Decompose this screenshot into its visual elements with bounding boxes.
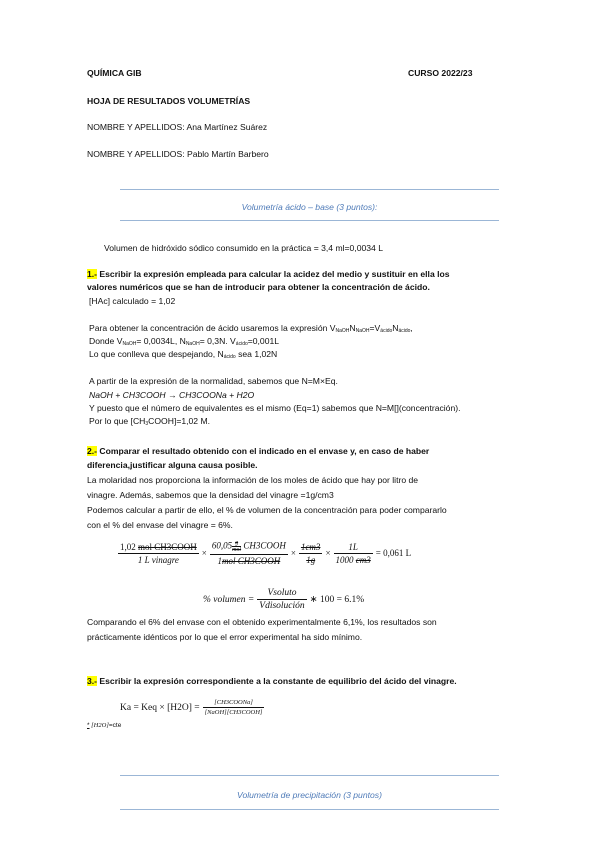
fraction-volume-ratio: $\frac{\text{Vsoluto}}{\text{Vdisolución}}$ [259, 588, 305, 611]
document-title: HOJA DE RESULTADOS VOLUMETRÍAS [87, 96, 251, 106]
question-2-statement: 2.- Comparar el resultado obtenido con el indicado en el envase y, en caso de haber [87, 446, 430, 456]
fraction-volume: $\frac{1L}{1000 cm3}$ [335, 541, 371, 565]
conversion-equation: $\frac{\text{1,02 mol CH3COOH}}{\text{1 L vinagre}}$ × 60,05 $\frac{g}{\text{mol}}$ CH3COOH 1mol CH3COOH × $\frac{1cm3}{1g}$ × $\frac{1L}{1000 cm3}$ = 0,061 L [120, 540, 412, 566]
fraction-molarity: $\frac{\text{1,02 mol CH3COOH}}{\text{1 L vinagre}}$ [120, 541, 197, 565]
section2-divider-bottom [120, 809, 499, 810]
q2-line-4: con el % del envase del vinagre = 6%. [87, 520, 233, 530]
q2-line-2: vinagre. Además, sabemos que la densidad del vinagre =1g/cm3 [87, 490, 334, 500]
q2-conclusion-1: Comparando el 6% del envase con el obtenido experimentalmente 6,1%, los resultados son [87, 617, 437, 627]
question-2-number: 2.- [87, 446, 98, 456]
fraction-density: $\frac{1cm3}{1g}$ [300, 541, 321, 565]
question-1-number: 1.- [87, 269, 98, 279]
q1-paragraph-3: Lo que conlleva que despejando, $N_{ácido}$ sea 1,02N [89, 349, 278, 360]
question-3-statement: 3.- Escribir la expresión correspondiente a la constante de equilibrio del ácido del vinagre. [87, 676, 457, 686]
section-title-precipitation: Volumetría de precipitación (3 puntos) [237, 790, 382, 800]
q1-normality: A partir de la expresión de la normalidad, sabemos que N=M×Eq. [89, 376, 338, 386]
fraction-equilibrium: $\frac{\text{[CH3COONa]}}{\text{[NaOH][CH3COOH]}}$ [204, 699, 263, 716]
section-divider-bottom [120, 220, 499, 221]
q1-reaction: NaOH + CH3COOH → CH3COONa + H2O [89, 390, 255, 400]
volume-line: Volumen de hidróxido sódico consumido en la práctica = 3,4 ml=0,0034 L [104, 243, 383, 253]
question-1-statement-cont: valores numéricos que se han de introducir para obtener la concentración de ácido. [87, 282, 430, 292]
course-year: CURSO 2022/23 [408, 68, 473, 78]
student-name-1: NOMBRE Y APELLIDOS: Ana Martínez Suárez [87, 122, 268, 132]
question-1-statement: 1.- Escribir la expresión empleada para calcular la acidez del medio y sustituir en ella los [87, 269, 450, 279]
equilibrium-note: * [H2O]=cte [87, 722, 122, 729]
question-2-statement-cont: diferencia,justificar alguna causa posible. [87, 460, 258, 470]
q1-result: Por lo que $[CH_3COOH]=1,02$ M. [89, 416, 211, 427]
student-name-2: NOMBRE Y APELLIDOS: Pablo Martín Barbero [87, 149, 269, 159]
q1-paragraph-1: Para obtener la concentración de ácido usaremos la expresión $V_{NaOH}N_{NaOH}=V_{ácido}N_{ácido}$, [89, 323, 413, 334]
question-3-number: 3.- [87, 676, 98, 686]
q2-line-3: Podemos calcular a partir de ello, el % de volumen de la concentración para poder compararlo [87, 505, 447, 515]
section-title-acid-base: Volumetría ácido – base (3 puntos): [241, 202, 378, 212]
fraction-molar-mass: 60,05 $\frac{g}{\text{mol}}$ CH3COOH 1mol CH3COOH [211, 540, 286, 566]
section2-divider-top [120, 775, 499, 776]
equilibrium-equation: Ka = Keq × [H2O] = $\frac{\text{[CH3COONa]}}{\text{[NaOH][CH3COOH]}}$ [120, 699, 263, 716]
hac-calculated: [HAc] calculado = 1,02 [89, 296, 176, 306]
q1-paragraph-2: Donde $V_{NaOH}= 0,0034L$, $N_{NaOH}= 0,3N$. $V_{ácido}=0,001L$ [89, 336, 280, 347]
q2-line-1: La molaridad nos proporciona la información de los moles de ácido que hay por litro de [87, 475, 419, 485]
q1-equivalents: Y puesto que el número de equivalentes es el mismo (Eq=1) sabemos que N=M[](concentración). [89, 403, 461, 413]
q2-conclusion-2: prácticamente idénticos por lo que el error experimental ha sido mínimo. [87, 632, 363, 642]
section-divider-top [120, 189, 499, 190]
percent-volume-equation: % volumen = $\frac{\text{Vsoluto}}{\text{Vdisolución}}$ ∗ 100 = 6.1% [203, 588, 365, 611]
course-subject: QUÍMICA GIB [87, 68, 142, 78]
